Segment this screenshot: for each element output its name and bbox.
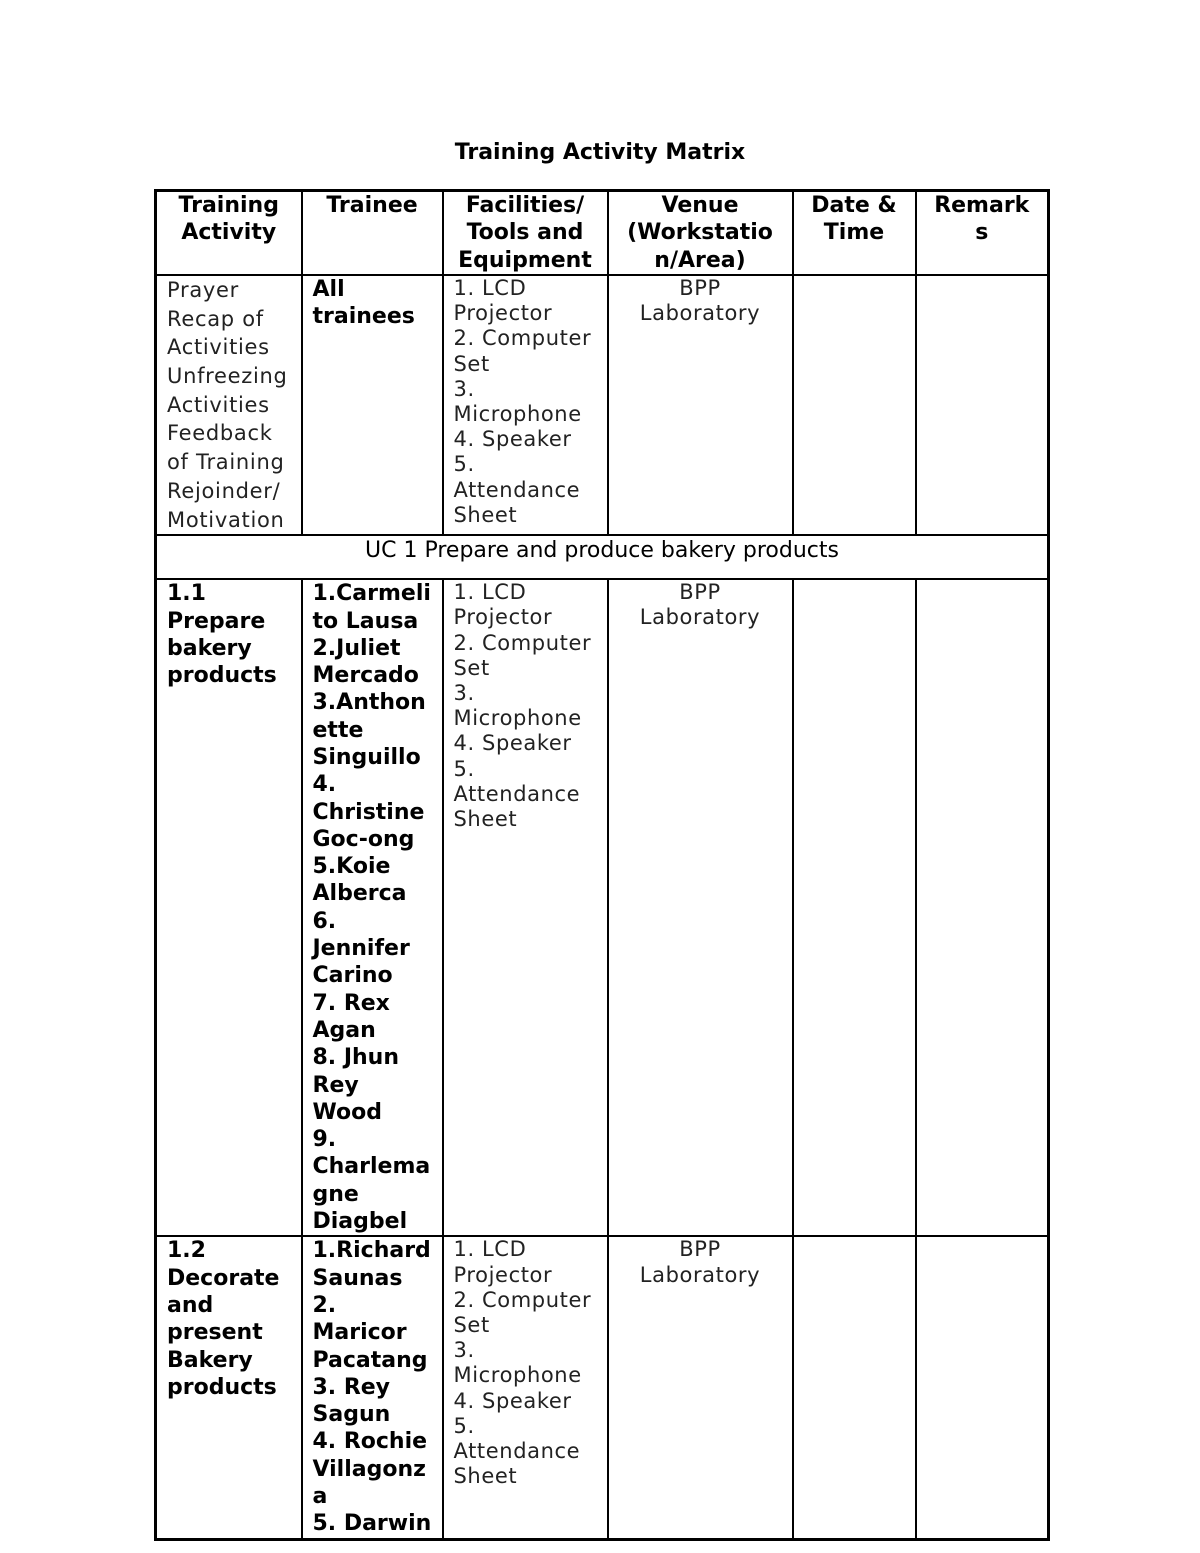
trainee-cell — [302, 579, 443, 1236]
cell-line: 2.Juliet — [312, 635, 401, 661]
cell-line: 6. — [312, 908, 337, 934]
remarks-cell — [916, 275, 1049, 535]
facilities-cell — [443, 579, 608, 1236]
cell-line: Christine — [312, 799, 425, 825]
cell-line: 1.Carmeli — [312, 581, 431, 607]
cell-line: Alberca — [312, 881, 407, 907]
cell-line: present — [167, 1320, 263, 1346]
cell-line: All — [312, 276, 345, 302]
cell-line: Facilities/ — [465, 193, 585, 218]
cell-line: bakery — [167, 635, 252, 661]
training-activity-table — [154, 189, 1050, 1541]
cell-line: Charlema — [312, 1154, 431, 1180]
cell-line: a — [312, 1484, 328, 1510]
cell-line: Set — [453, 1312, 490, 1337]
date-time-cell — [793, 579, 916, 1236]
venue-cell — [608, 275, 793, 535]
cell-line: products — [167, 663, 277, 689]
cell-line: Date & — [811, 193, 897, 218]
cell-line: Time — [823, 220, 885, 246]
trainee-cell — [302, 275, 443, 535]
cell-line: BPP — [679, 1237, 721, 1262]
cell-line: Attendance — [453, 477, 581, 502]
activity-cell — [156, 1236, 302, 1539]
cell-line: Rey Wood — [312, 1072, 382, 1125]
cell-line: Decorate — [167, 1265, 280, 1291]
date-time-cell — [793, 1236, 916, 1539]
cell-line: Recap of — [167, 306, 264, 331]
table-row — [156, 579, 1049, 1236]
cell-line: Activity — [181, 220, 277, 246]
cell-line: Motivation — [167, 507, 285, 532]
header-venue — [608, 191, 793, 275]
venue-cell — [608, 579, 793, 1236]
cell-line: Carino — [312, 963, 393, 989]
page-title: Training Activity Matrix — [454, 140, 746, 165]
activity-cell — [156, 275, 302, 535]
cell-line: Feedback — [167, 421, 273, 446]
cell-line: 1. LCD — [453, 275, 527, 300]
cell-line: Jennifer — [312, 936, 410, 962]
cell-line: Prepare — [167, 608, 266, 634]
cell-line: Trainee — [326, 193, 418, 218]
cell-line: Projector — [453, 605, 553, 630]
cell-line: Prayer — [167, 277, 239, 302]
cell-line: Microphone — [453, 401, 582, 426]
cell-line: 4. Speaker — [453, 1388, 572, 1413]
cell-line: n/Area) — [654, 247, 746, 273]
cell-line: 2. Computer — [453, 326, 592, 351]
header-trainee — [302, 191, 443, 275]
cell-line: 5. — [453, 452, 475, 477]
cell-line: Laboratory — [639, 605, 761, 630]
cell-line: Remark — [934, 193, 1030, 218]
cell-line: 2. Computer — [453, 630, 592, 655]
cell-line: Saunas — [312, 1265, 403, 1291]
cell-line: Unfreezing — [167, 364, 288, 388]
cell-line: products — [167, 1374, 277, 1400]
cell-line: Laboratory — [639, 1262, 761, 1287]
facilities-cell — [443, 1236, 608, 1539]
cell-line: Mercado — [312, 663, 419, 689]
cell-line: 7. Rex — [312, 990, 390, 1016]
cell-line: of Training — [167, 450, 285, 475]
cell-line: 3. Rey — [312, 1374, 391, 1400]
cell-line: 1.Richard — [312, 1238, 431, 1264]
cell-line: ette — [312, 717, 364, 743]
date-time-cell — [793, 275, 916, 535]
cell-line: Diagbel — [312, 1209, 408, 1235]
cell-line: Agan — [312, 1017, 376, 1043]
cell-line: 4. Speaker — [453, 731, 572, 756]
cell-line: Attendance — [453, 781, 581, 806]
cell-line: Sheet — [453, 807, 518, 832]
cell-line: 1. LCD — [453, 1237, 527, 1262]
cell-line: Tools and — [466, 220, 584, 246]
cell-line: Pacatang — [312, 1347, 428, 1373]
cell-line: BPP — [679, 580, 721, 605]
cell-line: 5.Koie — [312, 854, 391, 880]
cell-line: Projector — [453, 1262, 553, 1287]
cell-line: 9. — [312, 1127, 337, 1153]
cell-line: Sheet — [453, 1464, 518, 1489]
remarks-cell — [916, 1236, 1049, 1539]
cell-line: 5. — [453, 756, 475, 781]
remarks-cell — [916, 579, 1049, 1236]
cell-line: Rejoinder/ — [167, 478, 281, 503]
cell-line: BPP — [679, 275, 721, 300]
cell-line: Microphone — [453, 706, 582, 731]
cell-line: 1. LCD — [453, 580, 527, 605]
activity-cell — [156, 579, 302, 1236]
cell-line: 2. Maricor — [312, 1292, 407, 1346]
header-training-activity — [156, 191, 302, 275]
cell-line: Laboratory — [639, 301, 761, 326]
cell-line: Venue — [661, 193, 739, 218]
cell-line: 4. — [312, 772, 337, 798]
cell-line: Activities — [167, 392, 270, 417]
cell-line: Sagun — [312, 1402, 391, 1428]
cell-line: trainees — [312, 304, 415, 330]
table-row — [156, 1236, 1049, 1539]
cell-line: Goc-ong — [312, 826, 415, 852]
cell-line: 3. — [453, 376, 475, 401]
cell-line: 1.2 — [167, 1238, 206, 1264]
cell-line: 2. Computer — [453, 1287, 592, 1312]
cell-line: 1.1 — [167, 581, 206, 607]
cell-line: 3. — [453, 1338, 475, 1363]
header-row — [156, 191, 1049, 275]
cell-line: Bakery — [167, 1347, 253, 1373]
cell-line: Activities — [167, 335, 270, 360]
cell-line: Attendance — [453, 1438, 581, 1463]
cell-line: 3.Anthon — [312, 690, 426, 716]
cell-line: 5. — [453, 1413, 475, 1438]
cell-line: 5. Darwin — [312, 1511, 432, 1537]
cell-line: Singuillo — [312, 745, 421, 770]
cell-line: Set — [453, 655, 490, 680]
cell-line: gne — [312, 1181, 359, 1207]
cell-line: Villagonz — [312, 1456, 426, 1482]
cell-line: Set — [453, 351, 490, 376]
header-date-time — [793, 191, 916, 275]
venue-cell — [608, 1236, 793, 1539]
uc-heading-row — [156, 535, 1049, 579]
cell-line: 4. Speaker — [453, 427, 572, 452]
cell-line: to Lausa — [312, 608, 419, 634]
cell-line: Sheet — [453, 502, 518, 527]
cell-line: 8. Jhun — [312, 1045, 399, 1071]
cell-line: (Workstatio — [627, 220, 773, 246]
cell-line: Projector — [453, 301, 553, 326]
cell-line: Training — [178, 193, 279, 218]
header-facilities — [443, 191, 608, 275]
table-row — [156, 275, 1049, 535]
header-remarks — [916, 191, 1049, 275]
cell-line: Equipment — [458, 247, 592, 273]
cell-line: 3. — [453, 681, 475, 706]
facilities-cell — [443, 275, 608, 535]
cell-line: Microphone — [453, 1363, 582, 1388]
cell-line: s — [975, 220, 989, 246]
cell-line: 4. Rochie — [312, 1429, 428, 1455]
trainee-cell — [302, 1236, 443, 1539]
cell-line: and — [167, 1292, 214, 1318]
uc-heading: UC 1 Prepare and produce bakery products — [156, 535, 1049, 579]
